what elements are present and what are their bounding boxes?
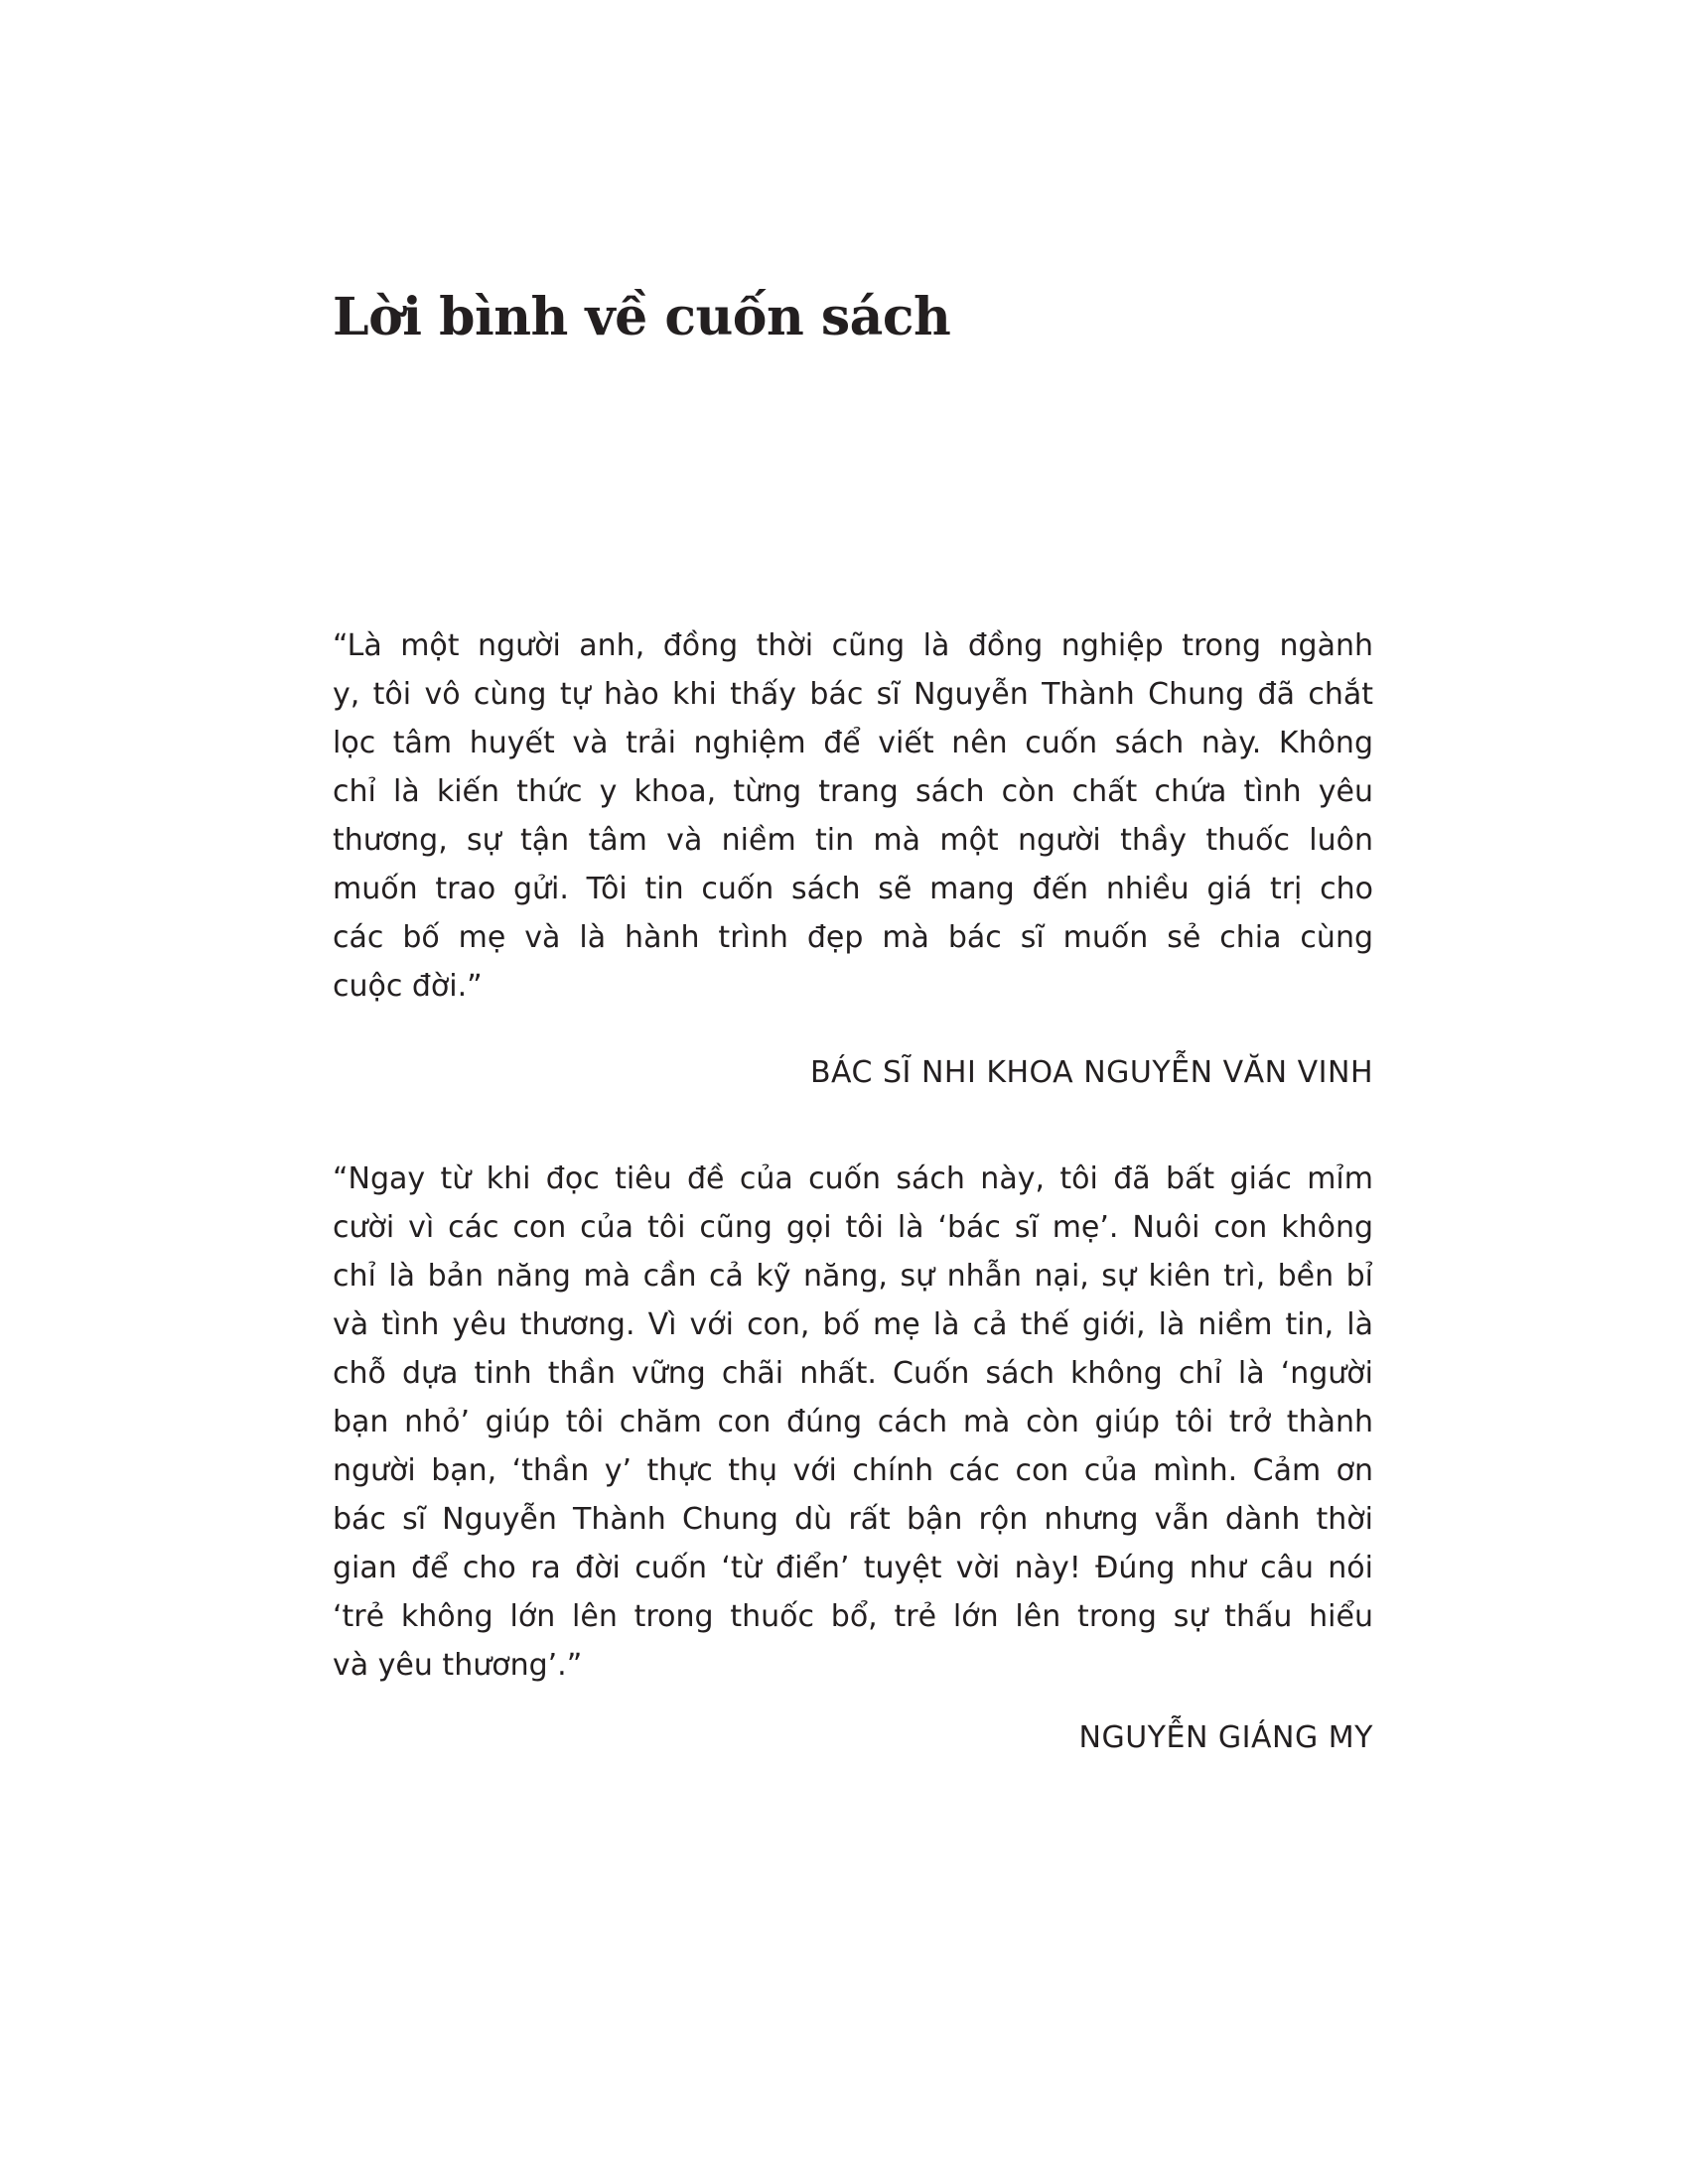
review-quote-1 [333, 621, 1373, 1011]
quote-line: y, tôi vô cùng tự hào khi thấy bác sĩ Nguyễn Thành Chung đã chắt [333, 677, 1373, 712]
quote-line: “Là một người anh, đồng thời cũng là đồng nghiệp trong ngành [333, 628, 1373, 663]
review-author-2: NGUYỄN GIÁNG MY [1078, 1720, 1373, 1755]
review-quote-2 [333, 1155, 1373, 1690]
quote-line: và yêu thương’.” [333, 1648, 583, 1683]
quote-line: cuộc đời.” [333, 969, 483, 1004]
quote-line: ‘trẻ không lớn lên trong thuốc bổ, trẻ lớn lên trong sự thấu hiểu [333, 1599, 1373, 1634]
quote-line: và tình yêu thương. Vì với con, bố mẹ là cả thế giới, là niềm tin, là [333, 1307, 1373, 1342]
page-title: Lời bình về cuốn sách [333, 287, 951, 347]
quote-line: lọc tâm huyết và trải nghiệm để viết nên cuốn sách này. Không [333, 726, 1373, 760]
quote-line: người bạn, ‘thần y’ thực thụ với chính các con của mình. Cảm ơn [333, 1453, 1373, 1488]
quote-line: muốn trao gửi. Tôi tin cuốn sách sẽ mang đến nhiều giá trị cho [333, 872, 1373, 906]
quote-line: chỉ là kiến thức y khoa, từng trang sách còn chất chứa tình yêu [333, 774, 1373, 809]
quote-line: chỗ dựa tinh thần vững chãi nhất. Cuốn sách không chỉ là ‘người [333, 1356, 1373, 1391]
quote-line: gian để cho ra đời cuốn ‘từ điển’ tuyệt vời này! Đúng như câu nói [333, 1551, 1373, 1585]
quote-line: cười vì các con của tôi cũng gọi tôi là ‘bác sĩ mẹ’. Nuôi con không [333, 1210, 1373, 1245]
quote-line: thương, sự tận tâm và niềm tin mà một người thầy thuốc luôn [333, 823, 1373, 858]
quote-line: chỉ là bản năng mà cần cả kỹ năng, sự nhẫn nại, sự kiên trì, bền bỉ [333, 1259, 1373, 1294]
quote-line: bạn nhỏ’ giúp tôi chăm con đúng cách mà còn giúp tôi trở thành [333, 1405, 1373, 1439]
review-author-1: BÁC SĨ NHI KHOA NGUYỄN VĂN VINH [809, 1055, 1373, 1090]
quote-line: “Ngay từ khi đọc tiêu đề của cuốn sách này, tôi đã bất giác mỉm [333, 1161, 1373, 1196]
quote-line: các bố mẹ và là hành trình đẹp mà bác sĩ muốn sẻ chia cùng [333, 920, 1373, 955]
quote-line: bác sĩ Nguyễn Thành Chung dù rất bận rộn nhưng vẫn dành thời [333, 1502, 1373, 1537]
